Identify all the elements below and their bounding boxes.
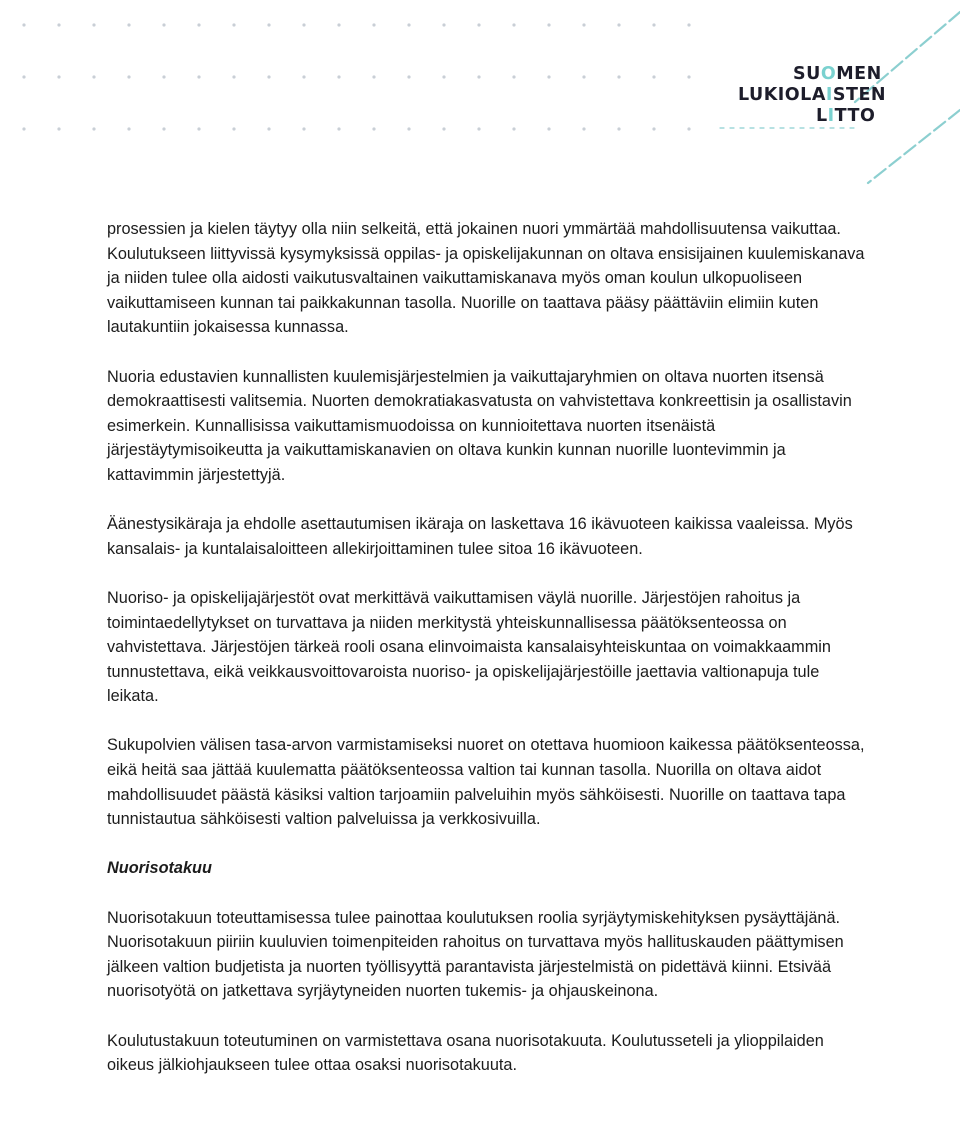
decorative-dot bbox=[162, 127, 165, 130]
decorative-dot bbox=[302, 75, 305, 78]
decorative-dot bbox=[127, 127, 130, 130]
decorative-dot bbox=[267, 127, 270, 130]
decorative-dot bbox=[337, 75, 340, 78]
decorative-dot bbox=[162, 75, 165, 78]
decorative-dot bbox=[617, 23, 620, 26]
decorative-dot bbox=[337, 127, 340, 130]
decorative-dot bbox=[372, 23, 375, 26]
paragraph-4: Nuoriso- ja opiskelijajärjestöt ovat merkittävä vaikuttamisen väylä nuorille. Järjestöjen rahoitus ja toimintaedellytykset on turvattava ja niiden merkitystä yhteiskunnallisessa päätöksenteossa on vahvistettava. Järjestöjen tärkeä rooli osana elinvoimaista kansalaisyhteiskuntaa on voimakkaammin tunnustettava, eikä veikkausvoittovaroista nuoriso- ja opiskelijajärjestöille jaettavia valtionapuja tule leikata. bbox=[107, 588, 831, 706]
decorative-dot bbox=[57, 75, 60, 78]
decorative-dot bbox=[547, 75, 550, 78]
decorative-dot bbox=[547, 127, 550, 130]
decorative-dot bbox=[337, 23, 340, 26]
decorative-dot bbox=[512, 127, 515, 130]
decorative-dot bbox=[407, 23, 410, 26]
decorative-dot bbox=[652, 75, 655, 78]
decorative-dot bbox=[302, 127, 305, 130]
decorative-dot bbox=[162, 23, 165, 26]
decorative-dot bbox=[617, 75, 620, 78]
decorative-dot bbox=[652, 127, 655, 130]
decorative-dot bbox=[652, 23, 655, 26]
paragraph-7: Koulutustakuun toteutuminen on varmistettava osana nuorisotakuuta. Koulutusseteli ja ylioppilaiden oikeus jälkiohjaukseen tulee ottaa osaksi nuorisotakuuta. bbox=[107, 1031, 824, 1075]
decorative-dot bbox=[22, 75, 25, 78]
document-body bbox=[107, 217, 867, 1102]
decorative-dot bbox=[582, 75, 585, 78]
decorative-dot bbox=[197, 23, 200, 26]
logo-line-2: LUKIOLAISTEN bbox=[738, 85, 887, 105]
decorative-dot bbox=[92, 75, 95, 78]
decorative-dot bbox=[477, 23, 480, 26]
decorative-dot bbox=[582, 127, 585, 130]
dot-grid-pattern bbox=[22, 23, 690, 130]
decorative-dot bbox=[127, 23, 130, 26]
section-heading-nuorisotakuu: Nuorisotakuu bbox=[107, 859, 212, 878]
paragraph-6: Nuorisotakuun toteuttamisessa tulee painottaa koulutuksen roolia syrjäytymiskehityksen pysäyttäjänä. Nuorisotakuun piiriin kuuluvien toimenpiteiden rahoitus on turvattava myös hallituskauden päättymisen jälkeen valtion budjetista ja nuorten työllisyyttä parantavista järjestelmistä on pidettävä kiinni. Etsivää nuorisotyötä on jatkettava syrjäytyneiden nuorten tukemis- ja ohjauskeinona. bbox=[107, 908, 844, 1001]
decorative-dot bbox=[407, 75, 410, 78]
decorative-dot bbox=[57, 23, 60, 26]
decorative-dot bbox=[197, 75, 200, 78]
decorative-dot bbox=[372, 75, 375, 78]
decorative-dot bbox=[512, 75, 515, 78]
decorative-dot bbox=[582, 23, 585, 26]
decorative-dot bbox=[127, 75, 130, 78]
logo-line-1: SUOMEN bbox=[793, 64, 882, 84]
decorative-dot bbox=[442, 75, 445, 78]
decorative-dot bbox=[92, 23, 95, 26]
decorative-dot bbox=[512, 23, 515, 26]
decorative-dot bbox=[442, 127, 445, 130]
paragraph-3: Äänestysikäraja ja ehdolle asettautumisen ikäraja on laskettava 16 ikävuoteen kaikissa vaaleissa. Myös kansalais- ja kuntalaisaloitteen allekirjoittaminen tulee sitoa 16 ikävuoteen. bbox=[107, 515, 853, 558]
decorative-dot bbox=[617, 127, 620, 130]
decorative-dot bbox=[442, 23, 445, 26]
organization-logo bbox=[738, 64, 888, 127]
decorative-dot bbox=[57, 127, 60, 130]
decorative-dot bbox=[92, 127, 95, 130]
decorative-dot bbox=[547, 23, 550, 26]
paragraph-1: prosessien ja kielen täytyy olla niin selkeitä, että jokainen nuori ymmärtää mahdollisuutensa vaikuttaa. Koulutukseen liittyvissä kysymyksissä oppilas- ja opiskelijakunnan on oltava ensisijainen kuulemiskanava ja niiden tulee olla aidosti vaikutusvaltainen vaikuttamiskanava myös oman koulun ulkopuoliseen vaikuttamiseen kunnan tai paikkakunnan tasolla. Nuorille on taattava pääsy päättäviin elimiin kuten lautakuntiin jokaisessa kunnassa. bbox=[107, 220, 865, 337]
decorative-dot bbox=[477, 75, 480, 78]
decorative-dot bbox=[267, 23, 270, 26]
decorative-dot bbox=[267, 75, 270, 78]
decorative-dot bbox=[197, 127, 200, 130]
decorative-dot bbox=[232, 75, 235, 78]
decorative-dot bbox=[407, 127, 410, 130]
logo-line-3: LITTO bbox=[816, 106, 876, 126]
decorative-dot bbox=[22, 23, 25, 26]
decorative-dot bbox=[687, 23, 690, 26]
decorative-dot bbox=[232, 127, 235, 130]
decorative-dot bbox=[302, 23, 305, 26]
decorative-dot bbox=[232, 23, 235, 26]
decorative-dot bbox=[477, 127, 480, 130]
paragraph-5: Sukupolvien välisen tasa-arvon varmistamiseksi nuoret on otettava huomioon kaikessa päätöksenteossa, eikä heitä saa jättää kuulematta päätöksenteossa valtion tai kunnan tasolla. Nuorilla on oltava aidot mahdollisuudet päästä käsiksi valtion tarjoamiin palveluihin myös sähköisesti. Nuorille on taattava tapa tunnistautua sähköisesti valtion palveluissa ja verkkosivuilla. bbox=[107, 736, 865, 829]
paragraph-2: Nuoria edustavien kunnallisten kuulemisjärjestelmien ja vaikuttajaryhmien on oltava nuorten itsensä demokraattisesti valitsemia. Nuorten demokratiakasvatusta on vahvistettava konkreettisin ja osallistavin esimerkein. Kunnallisissa vaikuttamismuodoissa on kunnioitettava nuorten itsenäistä järjestäytymisoikeutta ja vaikuttamiskanavien on oltava kunkin kunnan nuorille luontevimmin ja kattavimmin järjestettyjä. bbox=[107, 367, 852, 484]
decorative-dot bbox=[22, 127, 25, 130]
decorative-dot bbox=[372, 127, 375, 130]
decorative-dot bbox=[687, 75, 690, 78]
decorative-dot bbox=[687, 127, 690, 130]
